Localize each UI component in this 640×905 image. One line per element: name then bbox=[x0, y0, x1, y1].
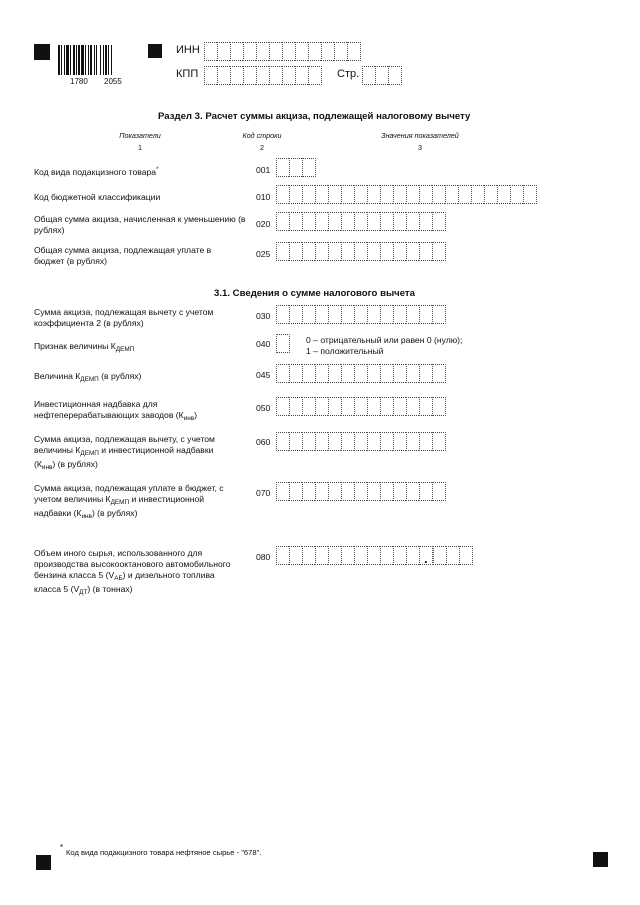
input-cell[interactable] bbox=[367, 305, 380, 324]
row-010-value[interactable] bbox=[276, 185, 537, 204]
row-001-label: Код вида подакцизного товара* bbox=[34, 166, 159, 177]
section31-title: 3.1. Сведения о сумме налогового вычета bbox=[214, 288, 415, 299]
input-cell[interactable] bbox=[230, 66, 243, 85]
column-header-line-code: Код строки bbox=[242, 131, 282, 140]
inn-label: ИНН bbox=[176, 44, 200, 56]
input-cell[interactable] bbox=[393, 546, 406, 565]
input-cell[interactable] bbox=[367, 185, 380, 204]
input-cell[interactable] bbox=[276, 397, 289, 416]
corner-marker-bottom-right bbox=[593, 852, 608, 867]
input-cell[interactable] bbox=[230, 42, 243, 61]
barcode-number-right: 2055 bbox=[104, 77, 122, 86]
corner-marker-top-left bbox=[34, 44, 50, 60]
input-cell[interactable] bbox=[406, 397, 419, 416]
input-cell[interactable] bbox=[393, 432, 406, 451]
input-cell[interactable] bbox=[276, 334, 290, 353]
row-025-code: 025 bbox=[256, 249, 271, 259]
input-cell[interactable] bbox=[289, 432, 302, 451]
input-cell[interactable] bbox=[354, 432, 367, 451]
page-field[interactable] bbox=[362, 66, 402, 85]
row-020-value[interactable] bbox=[276, 212, 446, 231]
input-cell[interactable] bbox=[289, 546, 302, 565]
input-cell[interactable] bbox=[459, 546, 473, 565]
input-cell[interactable] bbox=[419, 482, 432, 501]
input-cell[interactable] bbox=[289, 158, 302, 177]
input-cell[interactable] bbox=[367, 432, 380, 451]
input-cell[interactable] bbox=[276, 482, 289, 501]
input-cell[interactable] bbox=[367, 212, 380, 231]
row-045-value[interactable] bbox=[276, 364, 446, 383]
input-cell[interactable] bbox=[484, 185, 497, 204]
row-060-code: 060 bbox=[256, 437, 271, 447]
input-cell[interactable] bbox=[308, 42, 321, 61]
row-050-value[interactable] bbox=[276, 397, 446, 416]
input-cell[interactable] bbox=[217, 66, 230, 85]
input-cell[interactable] bbox=[269, 66, 282, 85]
input-cell[interactable] bbox=[276, 364, 289, 383]
row-045-label: Величина $К_{ДЕМП}$ (в рублях) bbox=[34, 371, 142, 383]
input-cell[interactable] bbox=[406, 185, 419, 204]
row-030-value[interactable] bbox=[276, 305, 446, 324]
row-010-label: Код бюджетной классификации bbox=[34, 192, 161, 202]
input-cell[interactable] bbox=[354, 242, 367, 261]
kpp-field[interactable] bbox=[204, 66, 322, 85]
corner-marker-top-mid bbox=[148, 44, 162, 58]
input-cell[interactable] bbox=[367, 482, 380, 501]
row-040-code: 040 bbox=[256, 339, 271, 349]
input-cell[interactable] bbox=[380, 212, 393, 231]
input-cell[interactable] bbox=[393, 242, 406, 261]
input-cell[interactable] bbox=[204, 42, 217, 61]
input-cell[interactable] bbox=[419, 432, 432, 451]
input-cell[interactable] bbox=[354, 397, 367, 416]
input-cell[interactable] bbox=[419, 242, 432, 261]
input-cell[interactable] bbox=[276, 432, 289, 451]
input-cell[interactable] bbox=[354, 546, 367, 565]
input-cell[interactable] bbox=[295, 66, 308, 85]
input-cell[interactable] bbox=[282, 66, 295, 85]
input-cell[interactable] bbox=[406, 242, 419, 261]
row-001-value[interactable] bbox=[276, 158, 316, 177]
column-number-2: 2 bbox=[260, 143, 264, 152]
input-cell[interactable] bbox=[315, 185, 328, 204]
input-cell[interactable] bbox=[380, 546, 393, 565]
input-cell[interactable] bbox=[328, 397, 341, 416]
input-cell[interactable] bbox=[419, 185, 432, 204]
input-cell[interactable] bbox=[432, 305, 446, 324]
input-cell[interactable] bbox=[328, 185, 341, 204]
row-050-code: 050 bbox=[256, 403, 271, 413]
page-label: Стр. bbox=[337, 68, 360, 80]
input-cell[interactable] bbox=[354, 305, 367, 324]
input-cell[interactable] bbox=[380, 432, 393, 451]
input-cell[interactable] bbox=[282, 42, 295, 61]
input-cell[interactable] bbox=[276, 546, 289, 565]
input-cell[interactable] bbox=[302, 482, 315, 501]
barcode-icon bbox=[58, 45, 138, 75]
input-cell[interactable] bbox=[406, 482, 419, 501]
input-cell[interactable] bbox=[328, 212, 341, 231]
input-cell[interactable] bbox=[341, 397, 354, 416]
barcode bbox=[58, 45, 138, 75]
input-cell[interactable] bbox=[341, 212, 354, 231]
input-cell[interactable] bbox=[446, 546, 459, 565]
input-cell[interactable] bbox=[393, 212, 406, 231]
input-cell[interactable] bbox=[432, 242, 446, 261]
footnote-text: Код вида подакцизного товара нефтяное сырье - "678". bbox=[66, 848, 262, 857]
input-cell[interactable] bbox=[432, 212, 446, 231]
input-cell[interactable] bbox=[302, 158, 316, 177]
row-080-code: 080 bbox=[256, 552, 271, 562]
input-cell[interactable] bbox=[375, 66, 388, 85]
input-cell[interactable] bbox=[354, 482, 367, 501]
input-cell[interactable] bbox=[380, 397, 393, 416]
input-cell[interactable] bbox=[433, 546, 446, 565]
row-025-label: Общая сумма акциза, подлежащая уплате в бюджет (в рублях) bbox=[34, 245, 212, 266]
row-020-label: Общая сумма акциза, начисленная к уменьшению (в рублях) bbox=[34, 214, 246, 235]
row-060-value[interactable] bbox=[276, 432, 446, 451]
input-cell[interactable] bbox=[302, 546, 315, 565]
corner-marker-bottom-left bbox=[36, 855, 51, 870]
input-cell[interactable] bbox=[308, 66, 322, 85]
input-cell[interactable] bbox=[256, 42, 269, 61]
input-cell[interactable] bbox=[302, 432, 315, 451]
input-cell[interactable] bbox=[341, 364, 354, 383]
input-cell[interactable] bbox=[367, 364, 380, 383]
input-cell[interactable] bbox=[276, 158, 289, 177]
row-070-label: Сумма акциза, подлежащая уплате в бюджет, с учетом величины $К_{ДЕМП}$ и инвестиционной надбавки $(К_{инв})$ (в рублях) bbox=[34, 483, 224, 520]
input-cell[interactable] bbox=[289, 305, 302, 324]
input-cell[interactable] bbox=[393, 364, 406, 383]
input-cell[interactable] bbox=[393, 305, 406, 324]
row-020-code: 020 bbox=[256, 219, 271, 229]
input-cell[interactable] bbox=[276, 185, 289, 204]
input-cell[interactable] bbox=[406, 305, 419, 324]
input-cell[interactable] bbox=[289, 185, 302, 204]
input-cell[interactable] bbox=[432, 185, 445, 204]
input-cell[interactable] bbox=[393, 397, 406, 416]
column-number-1: 1 bbox=[138, 143, 142, 152]
input-cell[interactable] bbox=[328, 432, 341, 451]
input-cell[interactable] bbox=[432, 482, 446, 501]
input-cell[interactable] bbox=[341, 546, 354, 565]
input-cell[interactable] bbox=[380, 305, 393, 324]
input-cell[interactable] bbox=[217, 42, 230, 61]
input-cell[interactable] bbox=[354, 212, 367, 231]
input-cell[interactable] bbox=[289, 242, 302, 261]
input-cell[interactable] bbox=[380, 364, 393, 383]
input-cell[interactable] bbox=[315, 482, 328, 501]
input-cell[interactable] bbox=[523, 185, 537, 204]
row-040-note-1: 0 – отрицательный или равен 0 (нулю); bbox=[306, 335, 463, 345]
input-cell[interactable] bbox=[315, 242, 328, 261]
input-cell[interactable] bbox=[328, 242, 341, 261]
input-cell[interactable] bbox=[458, 185, 471, 204]
input-cell[interactable] bbox=[321, 42, 334, 61]
input-cell[interactable] bbox=[406, 364, 419, 383]
row-070-value[interactable] bbox=[276, 482, 446, 501]
row-045-code: 045 bbox=[256, 370, 271, 380]
input-cell[interactable] bbox=[432, 397, 446, 416]
input-cell[interactable] bbox=[419, 364, 432, 383]
input-cell[interactable] bbox=[380, 242, 393, 261]
input-cell[interactable] bbox=[388, 66, 402, 85]
row-001-code: 001 bbox=[256, 165, 271, 175]
row-080-value-fraction[interactable] bbox=[433, 546, 473, 565]
input-cell[interactable] bbox=[341, 185, 354, 204]
input-cell[interactable] bbox=[256, 66, 269, 85]
column-number-3: 3 bbox=[418, 143, 422, 152]
input-cell[interactable] bbox=[315, 305, 328, 324]
input-cell[interactable] bbox=[302, 185, 315, 204]
input-cell[interactable] bbox=[269, 42, 282, 61]
row-040-note-2: 1 – положительный bbox=[306, 346, 384, 356]
input-cell[interactable] bbox=[445, 185, 458, 204]
section3-title: Раздел 3. Расчет суммы акциза, подлежащей налоговому вычету bbox=[158, 111, 471, 122]
barcode-number-left: 1780 bbox=[70, 77, 88, 86]
input-cell[interactable] bbox=[302, 397, 315, 416]
row-025-value[interactable] bbox=[276, 242, 446, 261]
input-cell[interactable] bbox=[341, 482, 354, 501]
input-cell[interactable] bbox=[362, 66, 375, 85]
row-070-code: 070 bbox=[256, 488, 271, 498]
row-080-value-integer[interactable] bbox=[276, 546, 433, 565]
input-cell[interactable] bbox=[341, 242, 354, 261]
input-cell[interactable] bbox=[328, 305, 341, 324]
input-cell[interactable] bbox=[334, 42, 347, 61]
input-cell[interactable] bbox=[380, 482, 393, 501]
row-010-code: 010 bbox=[256, 192, 271, 202]
row-040-value[interactable] bbox=[276, 334, 290, 353]
input-cell[interactable] bbox=[341, 432, 354, 451]
footnote-mark: * bbox=[60, 843, 64, 852]
input-cell[interactable] bbox=[432, 432, 446, 451]
input-cell[interactable] bbox=[367, 242, 380, 261]
input-cell[interactable] bbox=[328, 482, 341, 501]
input-cell[interactable] bbox=[315, 546, 328, 565]
row-030-code: 030 bbox=[256, 311, 271, 321]
inn-field[interactable] bbox=[204, 42, 361, 61]
input-cell[interactable] bbox=[380, 185, 393, 204]
input-cell[interactable] bbox=[419, 305, 432, 324]
input-cell[interactable] bbox=[367, 546, 380, 565]
input-cell[interactable] bbox=[276, 212, 289, 231]
input-cell[interactable] bbox=[289, 364, 302, 383]
input-cell[interactable] bbox=[243, 42, 256, 61]
row-060-label: Сумма акциза, подлежащая вычету, с учетом величины $К_{ДЕМП}$ и инвестиционной надбавки $(К_{инв})$ (в рублях) bbox=[34, 434, 215, 471]
row-080-decimal-point: . bbox=[424, 551, 428, 566]
kpp-label: КПП bbox=[176, 68, 199, 80]
input-cell[interactable] bbox=[432, 364, 446, 383]
input-cell[interactable] bbox=[289, 212, 302, 231]
input-cell[interactable] bbox=[315, 364, 328, 383]
input-cell[interactable] bbox=[315, 432, 328, 451]
row-030-label: Сумма акциза, подлежащая вычету с учетом коэффициента 2 (в рублях) bbox=[34, 307, 214, 328]
input-cell[interactable] bbox=[295, 42, 308, 61]
input-cell[interactable] bbox=[289, 482, 302, 501]
input-cell[interactable] bbox=[406, 546, 419, 565]
input-cell[interactable] bbox=[510, 185, 523, 204]
input-cell[interactable] bbox=[315, 212, 328, 231]
input-cell[interactable] bbox=[302, 305, 315, 324]
input-cell[interactable] bbox=[328, 546, 341, 565]
input-cell[interactable] bbox=[354, 185, 367, 204]
input-cell[interactable] bbox=[406, 212, 419, 231]
column-header-indicators: Показатели bbox=[119, 131, 161, 140]
input-cell[interactable] bbox=[243, 66, 256, 85]
row-040-label: Признак величины $К_{ДЕМП}$ bbox=[34, 341, 135, 353]
row-080-label: Объем иного сырья, использованного для производства высокооктанового автомобильного бензина класса 5 $(V_{АБ})$ и дизельного топлива класса 5 $(V_{ДТ})$ (в тоннах) bbox=[34, 548, 231, 596]
input-cell[interactable] bbox=[347, 42, 361, 61]
input-cell[interactable] bbox=[471, 185, 484, 204]
input-cell[interactable] bbox=[328, 364, 341, 383]
input-cell[interactable] bbox=[406, 432, 419, 451]
input-cell[interactable] bbox=[315, 397, 328, 416]
input-cell[interactable] bbox=[393, 482, 406, 501]
input-cell[interactable] bbox=[497, 185, 510, 204]
input-cell[interactable] bbox=[289, 397, 302, 416]
input-cell[interactable] bbox=[276, 242, 289, 261]
input-cell[interactable] bbox=[393, 185, 406, 204]
input-cell[interactable] bbox=[302, 364, 315, 383]
input-cell[interactable] bbox=[276, 305, 289, 324]
input-cell[interactable] bbox=[419, 397, 432, 416]
input-cell[interactable] bbox=[341, 305, 354, 324]
input-cell[interactable] bbox=[302, 242, 315, 261]
input-cell[interactable] bbox=[302, 212, 315, 231]
input-cell[interactable] bbox=[204, 66, 217, 85]
column-header-values: Значения показателей bbox=[381, 131, 459, 140]
input-cell[interactable] bbox=[367, 397, 380, 416]
input-cell[interactable] bbox=[354, 364, 367, 383]
input-cell[interactable] bbox=[419, 212, 432, 231]
row-050-label: Инвестиционная надбавка для нефтеперерабатывающих заводов $(К_{инв})$ bbox=[34, 399, 198, 422]
